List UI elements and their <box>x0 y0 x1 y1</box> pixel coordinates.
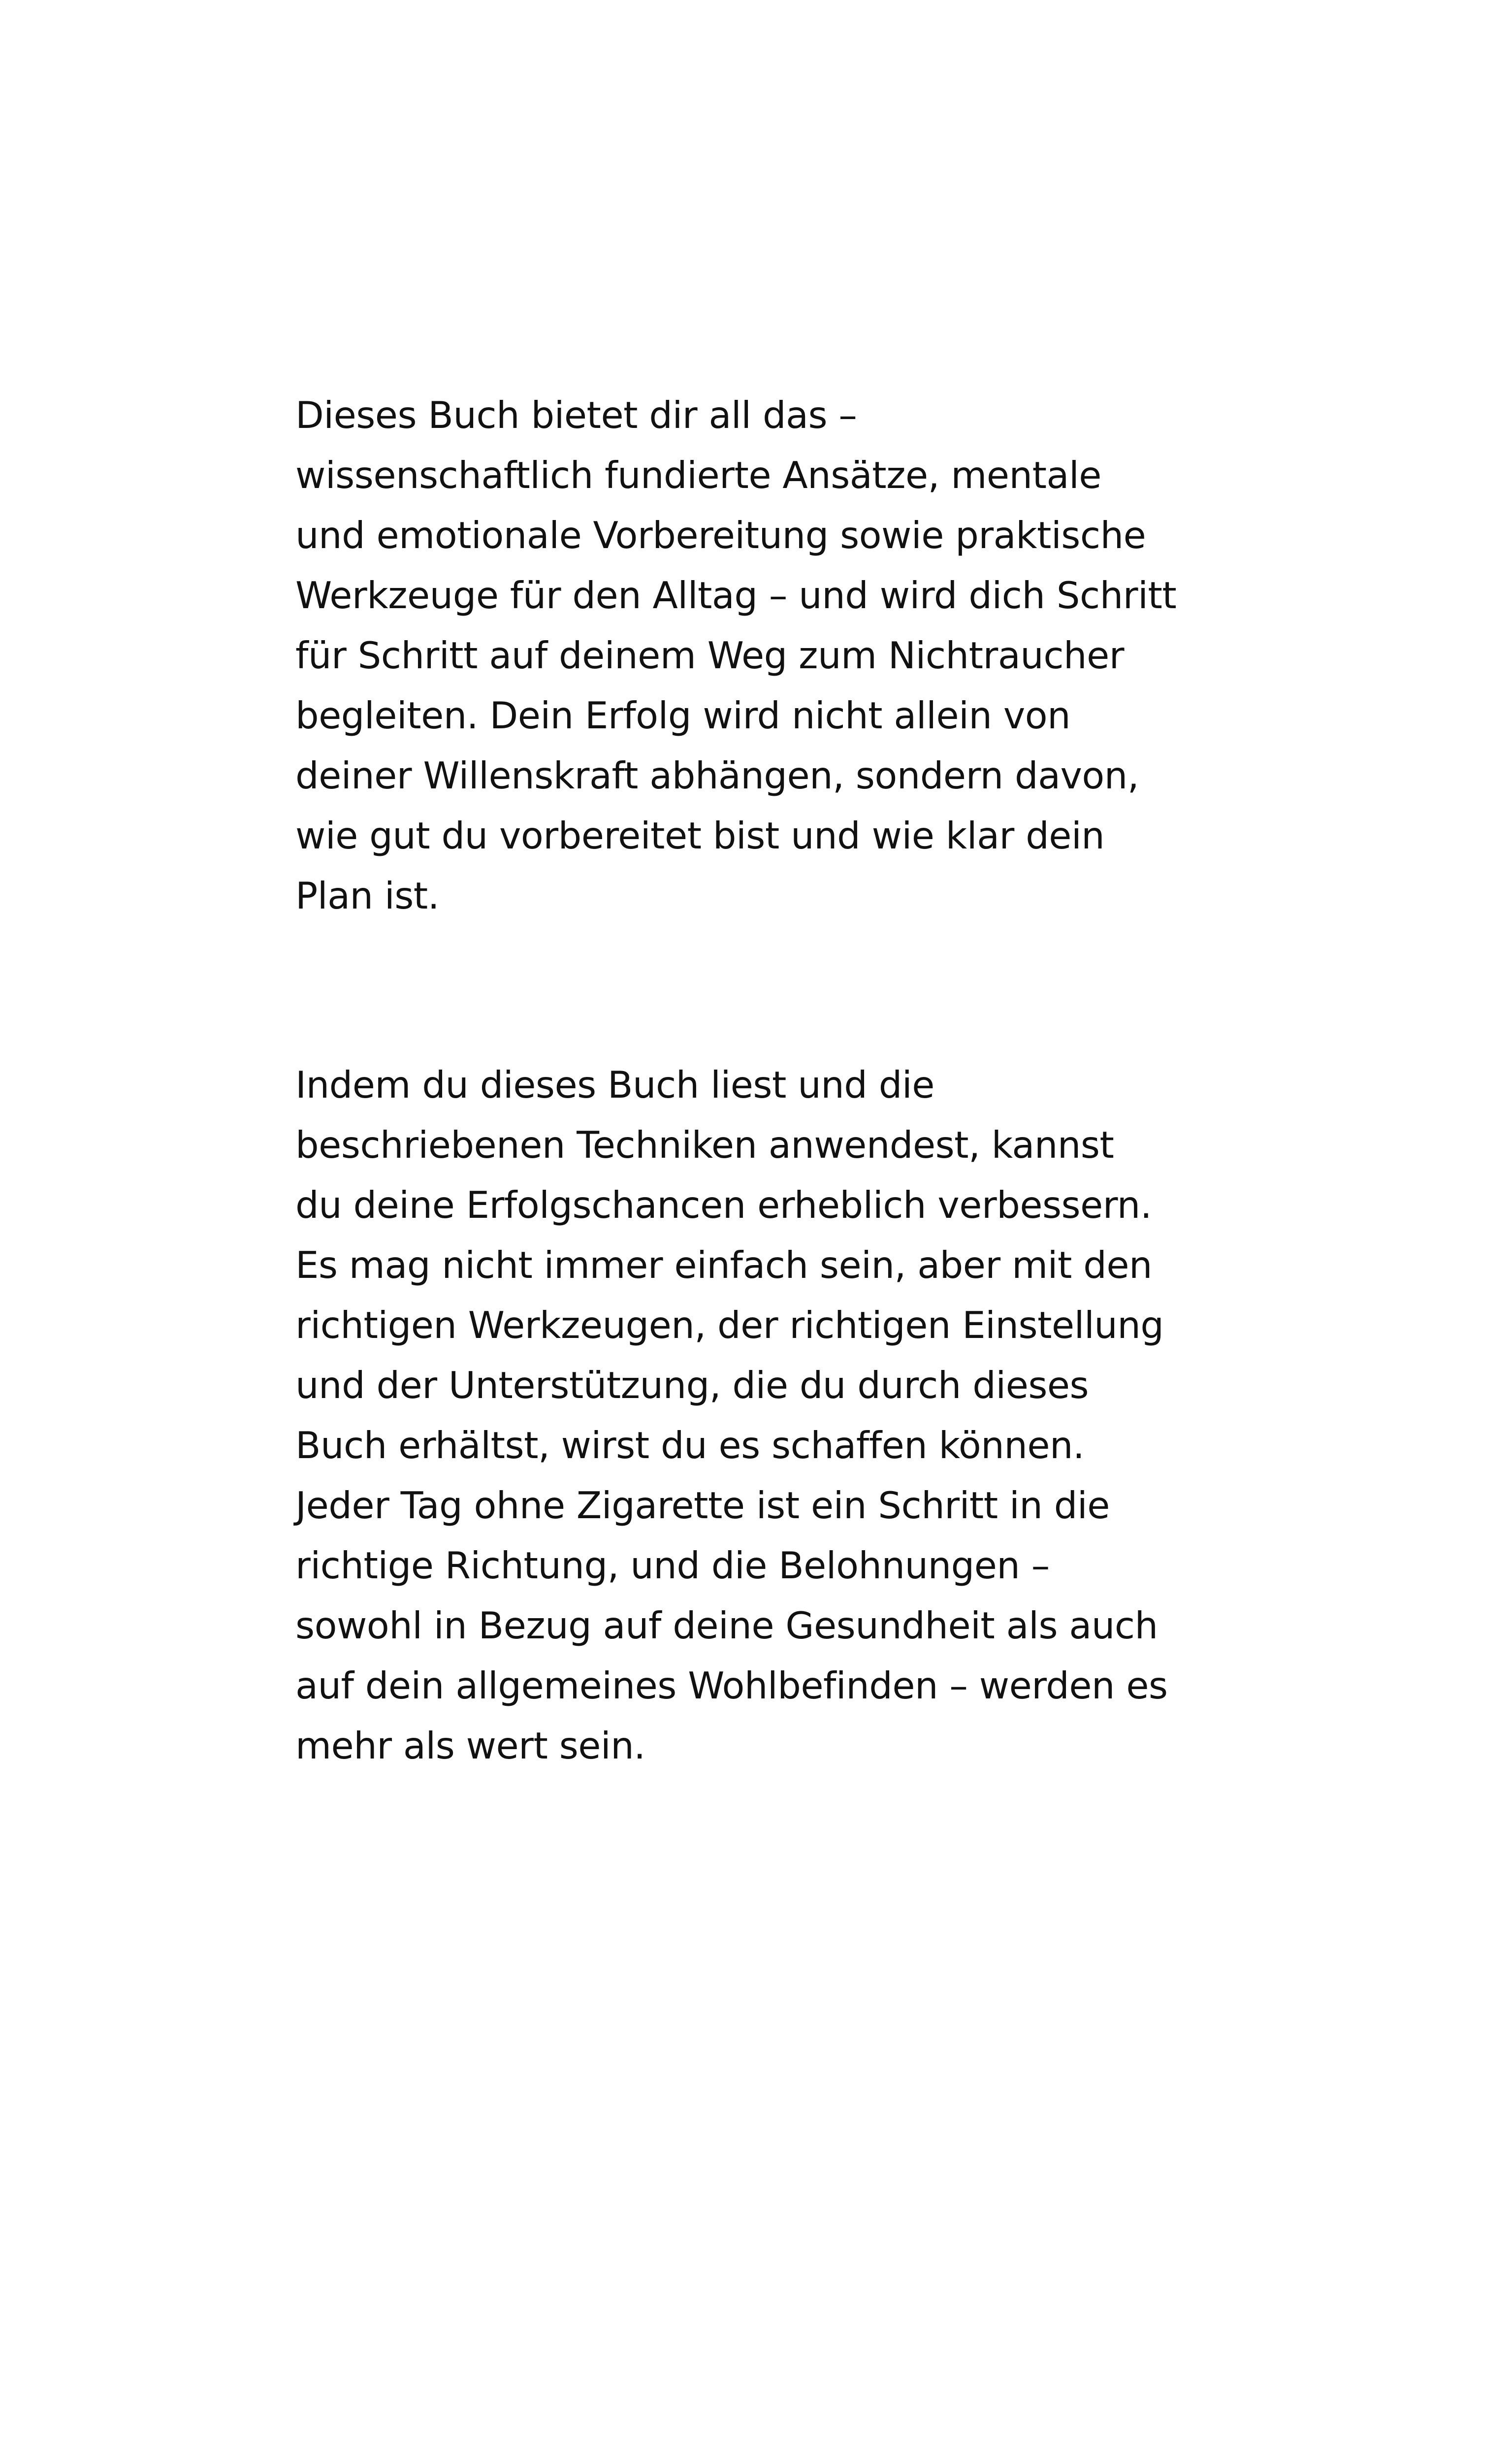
text-line: Werkzeuge für den Alltag – und wird dich Schritt <box>295 574 1177 617</box>
text-line: Jeder Tag ohne Zigarette ist ein Schritt in die <box>295 1484 1110 1527</box>
text-line: Buch erhältst, wirst du es schaffen können. <box>295 1424 1085 1467</box>
text-line: mehr als wert sein. <box>295 1724 645 1767</box>
text-line: richtigen Werkzeugen, der richtigen Einstellung <box>295 1303 1164 1347</box>
paragraph-2 <box>295 1055 1255 1776</box>
text-line: beschriebenen Techniken anwendest, kannst <box>295 1123 1114 1167</box>
text-line: du deine Erfolgschancen erheblich verbessern. <box>295 1183 1152 1227</box>
text-line: auf dein allgemeines Wohlbefinden – werden es <box>295 1664 1168 1707</box>
text-line: deiner Willenskraft abhängen, sondern davon, <box>295 754 1139 797</box>
text-line: wissenschaftlich fundierte Ansätze, mentale <box>295 454 1101 497</box>
text-line: und emotionale Vorbereitung sowie praktische <box>295 514 1146 557</box>
text-line: begleiten. Dein Erfolg wird nicht allein von <box>295 694 1071 737</box>
text-line: Es mag nicht immer einfach sein, aber mit den <box>295 1243 1152 1287</box>
text-line: Dieses Buch bietet dir all das – <box>295 393 857 437</box>
paragraph-1 <box>295 385 1255 926</box>
text-line: richtige Richtung, und die Belohnungen – <box>295 1544 1050 1587</box>
text-line: Indem du dieses Buch liest und die <box>295 1063 934 1107</box>
text-line: und der Unterstützung, die du durch dieses <box>295 1364 1089 1407</box>
text-line: für Schritt auf deinem Weg zum Nichtraucher <box>295 634 1125 677</box>
text-line: Plan ist. <box>295 874 440 917</box>
text-line: wie gut du vorbereitet bist und wie klar dein <box>295 814 1105 857</box>
text-line: sowohl in Bezug auf deine Gesundheit als auch <box>295 1604 1158 1647</box>
